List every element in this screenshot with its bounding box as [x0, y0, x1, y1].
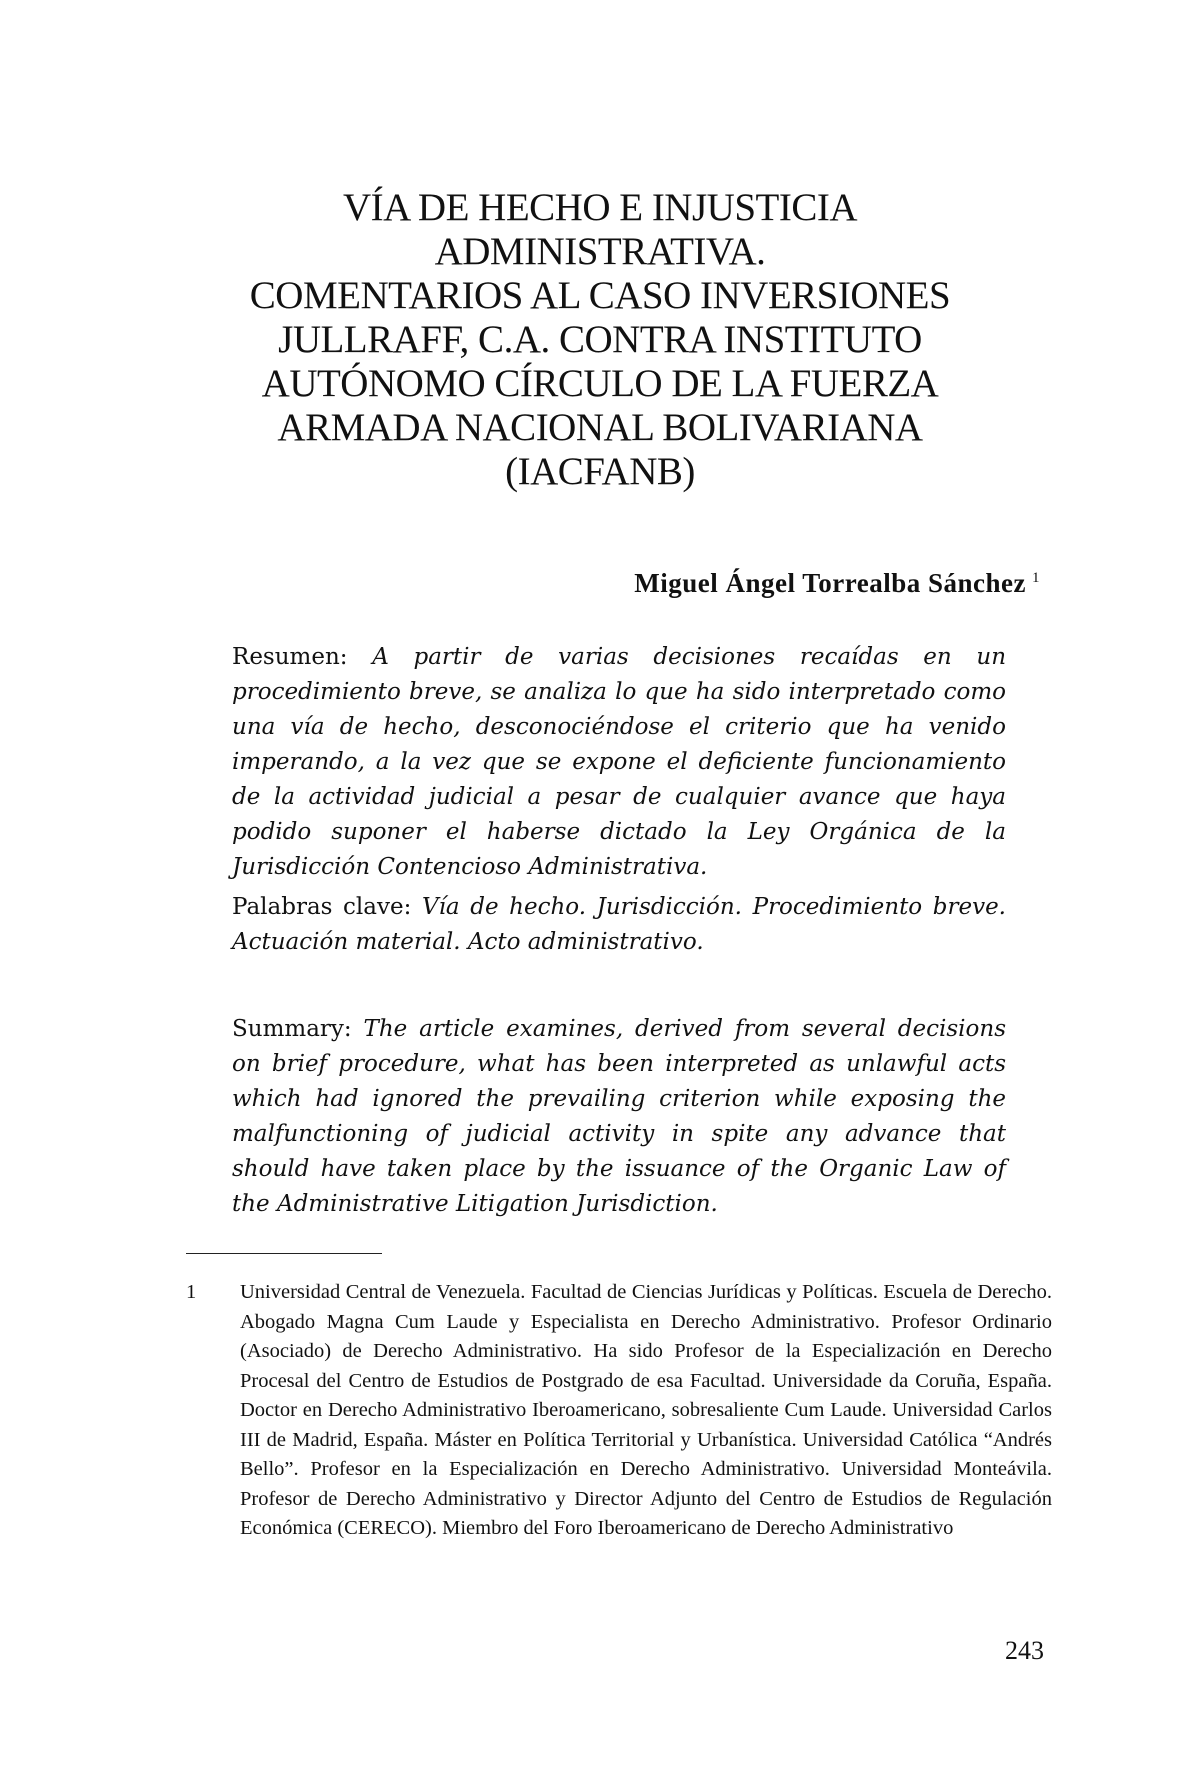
summary-label: Summary: [232, 1016, 352, 1042]
footnote-separator [186, 1253, 382, 1254]
resumen-paragraph [232, 640, 1006, 885]
title-line: (IACFANB) [505, 450, 695, 493]
title-line: ADMINISTRATIVA. [434, 230, 766, 273]
page-number: 243 [1005, 1636, 1044, 1665]
resumen-text: A partir de varias decisiones recaídas en un procedimiento breve, se analiza lo que ha sido interpretado como una vía de hecho, desconociéndose el criterio que ha venido imperando, a la vez que se expone el deficiente funcionamiento de la actividad judicial a pesar de cualquier avance que haya podido suponer el haberse dictado la Ley Orgánica de la Jurisdicción Contencioso Administrativa. [232, 644, 1007, 880]
footnote [186, 1278, 1052, 1544]
title-line: JULLRAFF, C.A. CONTRA INSTITUTO [278, 318, 922, 361]
author-footnote-mark[interactable]: 1 [1032, 570, 1040, 586]
author-name [634, 568, 1040, 599]
summary-paragraph [232, 1012, 1006, 1222]
title-line: VÍA DE HECHO E INJUSTICIA [343, 186, 857, 229]
author-name-text: Miguel Ángel Torrealba Sánchez [634, 568, 1026, 598]
title-line: AUTÓNOMO CÍRCULO DE LA FUERZA [261, 362, 939, 405]
footnote-number: 1 [186, 1281, 197, 1303]
footnote-text: Universidad Central de Venezuela. Facultad de Ciencias Jurídicas y Políticas. Escuela de Derecho. Abogado Magna Cum Laude y Especialista en Derecho Administrativo. Profesor Ordinario (Asociado) de Derecho Administrativo. Ha sido Profesor de la Especialización en Derecho Procesal del Centro de Estudios de Postgrado de esa Facultad. Universidade da Coruña, España. Doctor en Derecho Administrativo Iberoamericano, sobresaliente Cum Laude. Universidad Carlos III de Madrid, España. Máster en Política Territorial y Urbanística. Universidad Católica “Andrés Bello”. Profesor en la Especialización en Derecho Administrativo. Universidad Monteávila. Profesor de Derecho Administrativo y Director Adjunto del Centro de Estudios de Regulación Económica (CERECO). Miembro del Foro Iberoamericano de Derecho Administrativo [240, 1281, 1052, 1539]
article-title [200, 186, 1000, 494]
title-line: COMENTARIOS AL CASO INVERSIONES [249, 274, 951, 317]
title-line: ARMADA NACIONAL BOLIVARIANA [277, 406, 923, 449]
summary-text: The article examines, derived from several decisions on brief procedure, what has been interpreted as unlawful acts which had ignored the prevailing criterion while exposing the malfunctioning of judicial activity in spite any advance that should have taken place by the issuance of the Organic Law of the Administrative Litigation Jurisdiction. [232, 1016, 1006, 1217]
keywords-label: Palabras clave: [232, 894, 412, 920]
keywords-text: Vía de hecho. Jurisdicción. Procedimiento breve. Actuación material. Acto administrativo. [232, 894, 1006, 955]
resumen-label: Resumen: [232, 644, 348, 670]
keywords-paragraph [232, 890, 1006, 960]
